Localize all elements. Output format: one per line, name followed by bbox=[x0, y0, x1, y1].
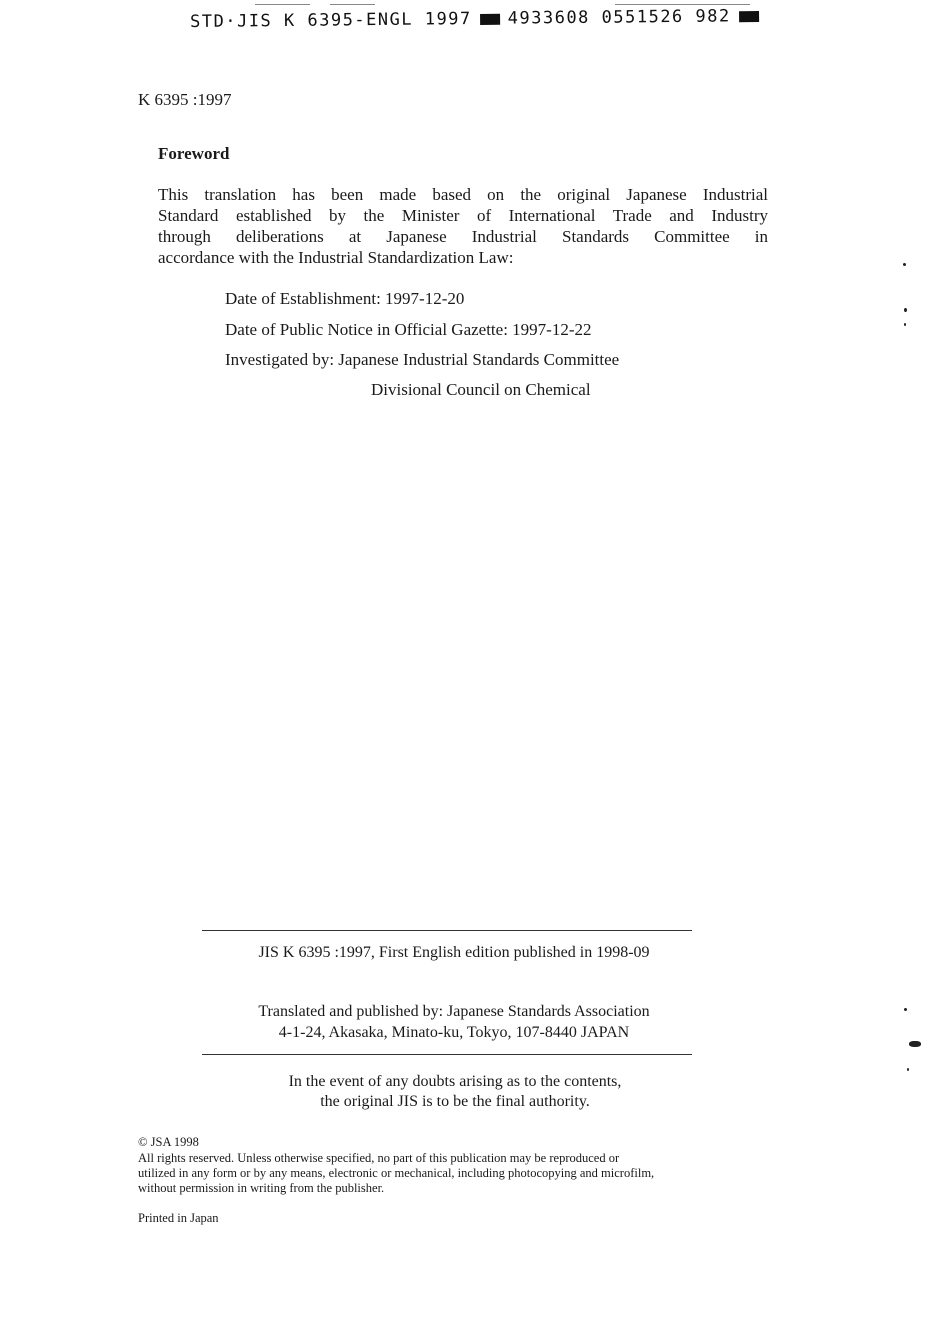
authority-line: the original JIS is to be the final authority. bbox=[320, 1093, 590, 1110]
scan-speck bbox=[904, 323, 906, 326]
copyright-notice: © JSA 1998 bbox=[138, 1135, 199, 1149]
scan-top-line bbox=[330, 4, 375, 5]
edition-info: JIS K 6395 :1997, First English edition published in 1998-09 bbox=[258, 944, 650, 961]
rights-line: All rights reserved. Unless otherwise specified, no part of this publication may be reproduced or bbox=[138, 1151, 620, 1165]
foreword-line: accordance with the Industrial Standardization Law: bbox=[158, 248, 514, 267]
scan-speck bbox=[909, 1041, 921, 1047]
foreword-line: This translation has been made based on the original Japanese Industrial bbox=[158, 185, 768, 204]
scan-top-line bbox=[615, 4, 750, 5]
redaction-block bbox=[739, 11, 759, 22]
date-of-public-notice: Date of Public Notice in Official Gazette: 1997-12-22 bbox=[225, 320, 592, 339]
investigated-by-continued: Divisional Council on Chemical bbox=[371, 380, 591, 399]
date-of-establishment: Date of Establishment: 1997-12-20 bbox=[225, 289, 465, 308]
scan-speck bbox=[904, 1008, 907, 1011]
scan-top-line bbox=[255, 4, 310, 5]
foreword-line: Standard established by the Minister of International Trade and Industry bbox=[158, 206, 768, 225]
scan-speck bbox=[907, 1068, 909, 1071]
printed-in: Printed in Japan bbox=[138, 1211, 219, 1225]
publisher-address: 4-1-24, Akasaka, Minato-ku, Tokyo, 107-8440 JAPAN bbox=[278, 1024, 630, 1041]
scan-speck bbox=[903, 263, 906, 266]
divider bbox=[202, 1054, 692, 1055]
foreword-title: Foreword bbox=[158, 144, 230, 163]
foreword-body bbox=[158, 184, 768, 268]
divider bbox=[202, 930, 692, 931]
authority-line: In the event of any doubts arising as to the contents, bbox=[288, 1073, 622, 1090]
rights-line: without permission in writing from the publisher. bbox=[138, 1181, 385, 1195]
scan-header-serial: 4933608 0551526 982 bbox=[507, 6, 731, 29]
scan-header bbox=[190, 6, 767, 32]
scan-header-code: STD·JIS K 6395-ENGL 1997 bbox=[190, 9, 472, 32]
publisher-line: Translated and published by: Japanese Standards Association bbox=[258, 1003, 650, 1020]
investigated-by: Investigated by: Japanese Industrial Standards Committee bbox=[225, 350, 620, 369]
foreword-line: through deliberations at Japanese Industrial Standards Committee in bbox=[158, 227, 768, 246]
document-id: K 6395 :1997 bbox=[138, 90, 232, 109]
rights-line: utilized in any form or by any means, electronic or mechanical, including photocopying and microfilm, bbox=[138, 1166, 655, 1180]
scan-speck bbox=[904, 308, 907, 312]
redaction-block bbox=[480, 13, 500, 24]
